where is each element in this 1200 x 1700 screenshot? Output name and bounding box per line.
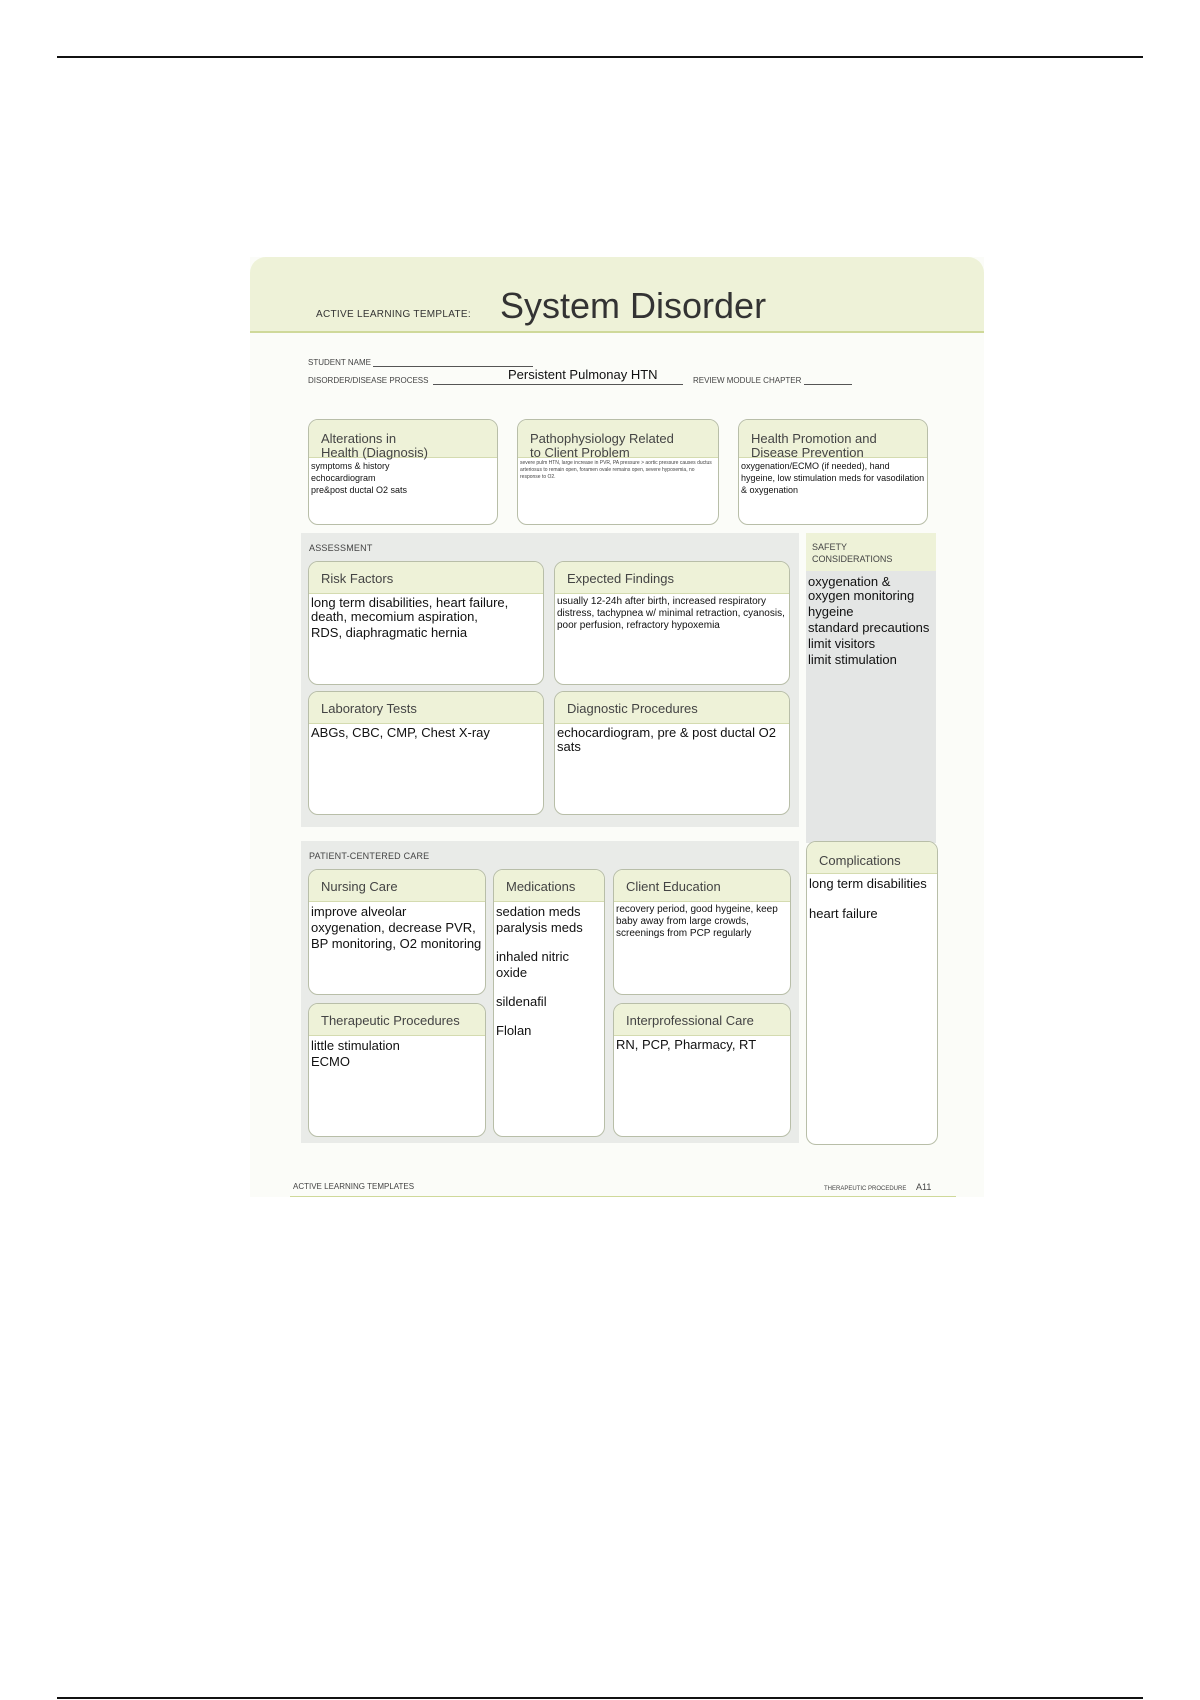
- alterations-body: [309, 458, 497, 498]
- nursing-care-card: [308, 869, 486, 995]
- client-education-card: [613, 869, 791, 995]
- alterations-line: symptoms & history: [311, 461, 390, 471]
- pathophysiology-card: [517, 419, 719, 525]
- alterations-line: echocardiogram: [311, 473, 376, 483]
- alterations-title-line2: Health (Diagnosis): [321, 445, 428, 460]
- safety-body: [806, 571, 936, 673]
- medications-body: [494, 902, 604, 1041]
- alterations-title-line1: Alterations in: [321, 431, 397, 446]
- pathophysiology-title: [518, 420, 718, 458]
- expected-findings-card: [554, 561, 790, 685]
- student-name-line: [373, 357, 533, 367]
- therapeutic-line: little stimulation: [311, 1038, 400, 1053]
- template-title: System Disorder: [500, 285, 767, 326]
- student-name-field: [308, 357, 533, 367]
- pathophysiology-title-line2: to Client Problem: [530, 445, 630, 460]
- complications-title: Complications: [807, 842, 937, 874]
- diagnostic-procedures-title: Diagnostic Procedures: [555, 692, 789, 724]
- health-promotion-body: oxygenation/ECMO (if needed), hand hygeine, low stimulation meds for vasodilation & oxygenation: [741, 461, 925, 495]
- laboratory-tests-title: Laboratory Tests: [309, 692, 543, 724]
- medication-item: paralysis meds: [496, 920, 583, 935]
- medication-item: Flolan: [496, 1023, 532, 1038]
- template-header: [250, 257, 984, 333]
- safety-line: standard precautions: [808, 620, 930, 635]
- health-promotion-title-line1: Health Promotion and: [751, 431, 877, 446]
- medication-item: inhaled nitric oxide: [496, 949, 569, 980]
- diagnostic-procedures-card: [554, 691, 790, 815]
- safety-line: limit stimulation: [808, 652, 897, 667]
- client-education-body: recovery period, good hygeine, keep baby away from large crowds, screenings from PCP regularly: [616, 904, 778, 939]
- template-sheet: [250, 257, 984, 1197]
- health-promotion-title-line2: Disease Prevention: [751, 445, 864, 460]
- review-label: REVIEW MODULE CHAPTER: [692, 376, 802, 385]
- risk-factors-line: long term disabilities, heart failure, death, mecomium aspiration,: [311, 595, 509, 624]
- safety-panel: [806, 533, 936, 843]
- safety-line: oxygenation & oxygen monitoring: [808, 574, 915, 603]
- disorder-value: Persistent Pulmonay HTN: [508, 367, 658, 382]
- footer-section: THERAPEUTIC PROCEDURE: [824, 1186, 907, 1192]
- health-promotion-card: [738, 419, 928, 525]
- client-education-title: Client Education: [614, 870, 790, 902]
- footer-rule: [290, 1196, 956, 1197]
- interprofessional-care-card: [613, 1003, 791, 1137]
- safety-line: limit visitors: [808, 636, 876, 651]
- top-rule: [57, 56, 1143, 58]
- alterations-card: [308, 419, 498, 525]
- nursing-care-title: Nursing Care: [309, 870, 485, 902]
- safety-title-line2: CONSIDERATIONS: [812, 554, 893, 564]
- student-name-label: STUDENT NAME: [308, 358, 371, 367]
- medications-card: [493, 869, 605, 1137]
- medication-item: sedation meds: [496, 904, 581, 919]
- therapeutic-procedures-title: Therapeutic Procedures: [309, 1004, 485, 1036]
- therapeutic-procedures-body: [309, 1036, 485, 1072]
- safety-title-line1: SAFETY: [812, 542, 848, 552]
- interprofessional-care-body: RN, PCP, Pharmacy, RT: [616, 1037, 757, 1052]
- complications-card: [806, 841, 938, 1145]
- therapeutic-line: ECMO: [311, 1054, 350, 1069]
- alterations-title: [309, 420, 497, 458]
- nursing-care-body: improve alveolar oxygenation, decrease PVR, BP monitoring, O2 monitoring: [311, 904, 482, 951]
- footer-right: [824, 1182, 931, 1192]
- bottom-rule: [57, 1697, 1143, 1699]
- complications-line: long term disabilities: [809, 876, 927, 891]
- patient-care-label: PATIENT-CENTERED CARE: [309, 851, 430, 861]
- health-promotion-title: [739, 420, 927, 458]
- patient-care-panel: [301, 841, 799, 1143]
- pathophysiology-title-line1: Pathophysiology Related: [530, 431, 674, 446]
- diagnostic-procedures-body: echocardiogram, pre & post ductal O2 sats: [557, 725, 776, 754]
- risk-factors-title: Risk Factors: [309, 562, 543, 594]
- footer-left: ACTIVE LEARNING TEMPLATES: [293, 1182, 415, 1191]
- expected-findings-body: usually 12-24h after birth, increased respiratory distress, tachypnea w/ minimal retraction, cyanosis, poor perfusion, refractory hypoxemia: [557, 596, 785, 631]
- interprofessional-care-title: Interprofessional Care: [614, 1004, 790, 1036]
- assessment-label: ASSESSMENT: [309, 543, 373, 553]
- medication-item: sildenafil: [496, 994, 547, 1009]
- review-line: [804, 375, 852, 385]
- safety-line: hygeine: [808, 604, 854, 619]
- disorder-label: DISORDER/DISEASE PROCESS: [308, 376, 429, 385]
- complications-body: [807, 874, 937, 923]
- safety-title: [806, 533, 936, 571]
- expected-findings-title: Expected Findings: [555, 562, 789, 594]
- risk-factors-body: [309, 594, 543, 644]
- risk-factors-card: [308, 561, 544, 685]
- therapeutic-procedures-card: [308, 1003, 486, 1137]
- medications-title: Medications: [494, 870, 604, 902]
- laboratory-tests-body: ABGs, CBC, CMP, Chest X-ray: [311, 725, 490, 740]
- complications-line: heart failure: [809, 906, 878, 921]
- footer-page-number: A11: [916, 1182, 932, 1192]
- alterations-line: pre&post ductal O2 sats: [311, 485, 408, 495]
- risk-factors-line: RDS, diaphragmatic hernia: [311, 625, 468, 640]
- template-label: ACTIVE LEARNING TEMPLATE:: [316, 309, 471, 320]
- pathophysiology-body: severe pulm HTN, large increase in PVR, PA pressure > aortic pressure causes ductus arteriosus to remain open, foramen ovale remains open, severe hypoxemia, no response to O2.: [520, 460, 712, 480]
- disorder-field: [308, 367, 908, 385]
- assessment-panel: [301, 533, 799, 827]
- laboratory-tests-card: [308, 691, 544, 815]
